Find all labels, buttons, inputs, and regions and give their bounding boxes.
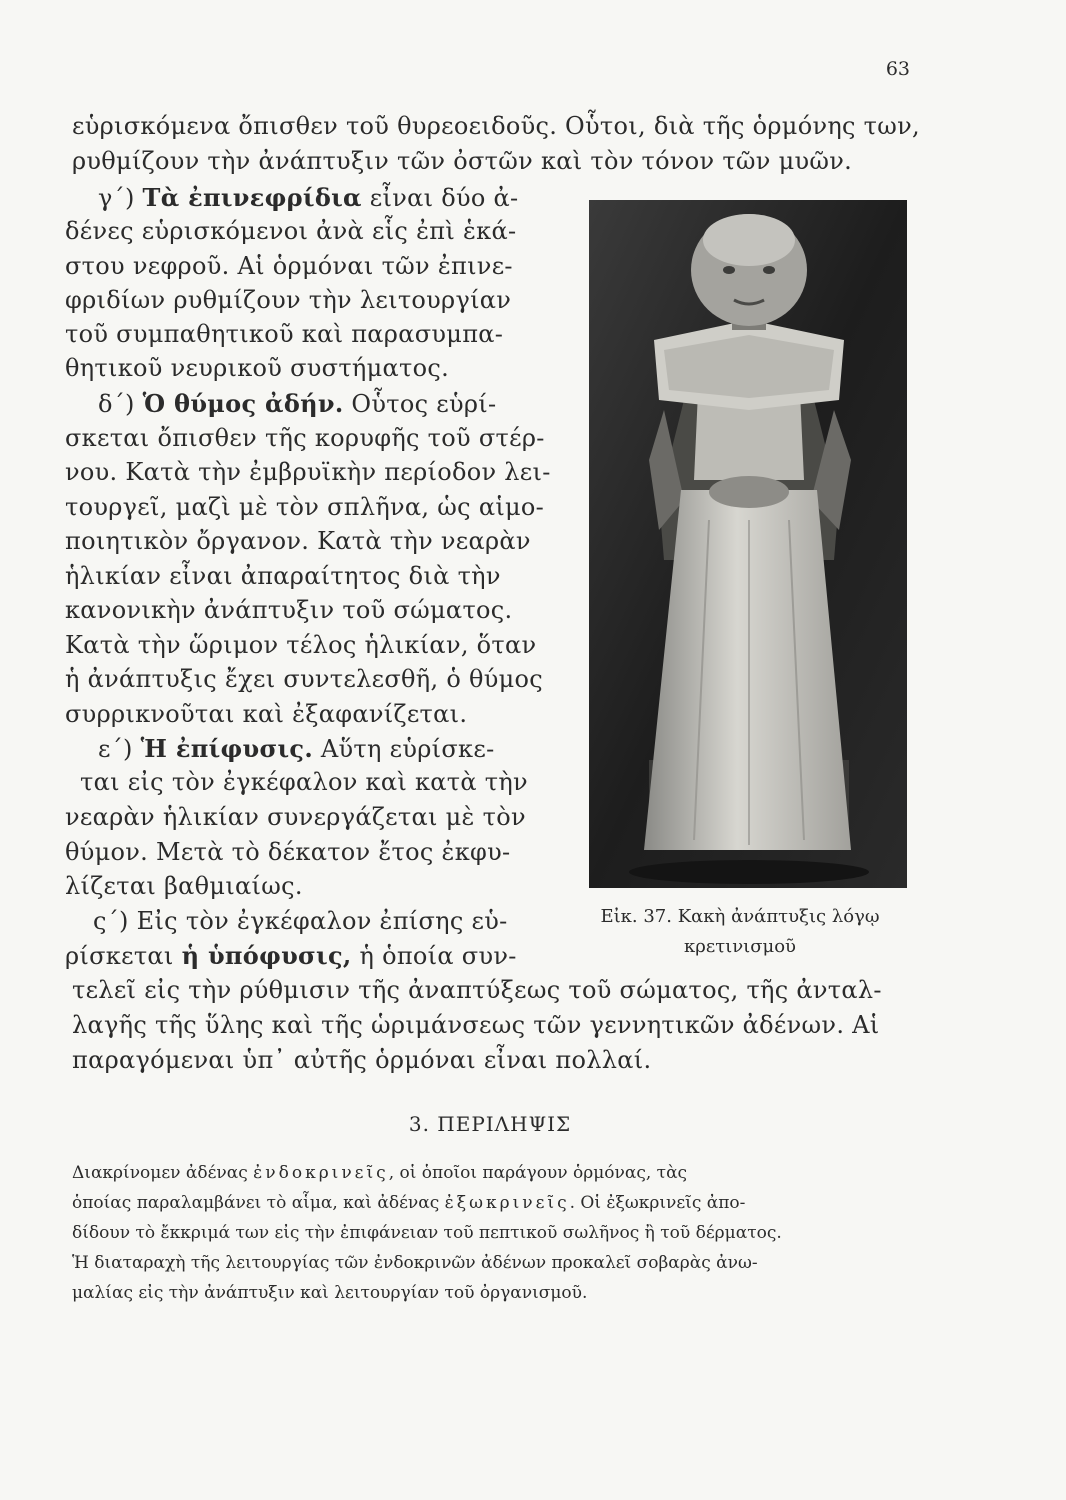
- text-line: δένες εὑρισκόμενοι ἀνὰ εἷς ἐπὶ ἑκά-: [65, 217, 517, 245]
- text-line: θύμον. Μετὰ τὸ δέκατον ἔτος ἐκφυ-: [65, 838, 511, 866]
- paragraph-delta: [98, 389, 496, 418]
- paragraph-stigma: [65, 941, 517, 970]
- summary-line: [72, 1193, 912, 1213]
- text-line: τελεῖ εἰς τὴν ρύθμισιν τῆς ἀναπτύξεως τοῦ σώματος, τῆς ἀνταλ-: [72, 976, 882, 1004]
- caption-line: Εἰκ. 37. Κακὴ ἀνάπτυξις λόγῳ: [600, 906, 880, 927]
- heading-thymus: Ὁ θύμος ἀδήν.: [142, 389, 344, 418]
- text-line: ρυθμίζουν τὴν ἀνάπτυξιν τῶν ὀστῶν καὶ τὸν τόνον τῶν μυῶν.: [72, 147, 853, 175]
- text-line: ἡλικίαν εἶναι ἀπαραίτητος διὰ τὴν: [65, 562, 501, 590]
- text-line: σκεται ὄπισθεν τῆς κορυφῆς τοῦ στέρ-: [65, 424, 545, 452]
- figure-photo: [589, 200, 907, 888]
- text-fragment: εἶναι δύο ἀ-: [361, 184, 519, 212]
- text-line: λίζεται βαθμιαίως.: [65, 872, 303, 900]
- heading-hypophysis: ἡ ὑπόφυσις,: [181, 941, 352, 970]
- text-line: Κατὰ τὴν ὥριμον τέλος ἡλικίαν, ὅταν: [65, 631, 537, 659]
- text-line: νεαρὰν ἡλικίαν συνεργάζεται μὲ τὸν: [65, 803, 526, 831]
- text-line: εὑρισκόμενα ὄπισθεν τοῦ θυρεοειδοῦς. Οὗτοι, διὰ τῆς ὁρμόνης των,: [72, 112, 920, 140]
- text-fragment: Αὕτη εὑρίσκε-: [312, 735, 495, 763]
- text-fragment: , οἱ ὁποῖοι παράγουν ὁρμόνας, τὰς: [388, 1163, 688, 1183]
- heading-epinephridia: Τὰ ἐπινεφρίδια: [142, 183, 362, 212]
- text-line: κανονικὴν ἀνάπτυξιν τοῦ σώματος.: [65, 596, 513, 624]
- text-fragment: Διακρίνομεν ἀδένας: [72, 1163, 254, 1183]
- summary-line: δίδουν τὸ ἔκκριμά των εἰς τὴν ἐπιφάνειαν τοῦ πεπτικοῦ σωλῆνος ἢ τοῦ δέρματος.: [72, 1223, 782, 1243]
- summary-line: μαλίας εἰς τὴν ἀνάπτυξιν καὶ λειτουργίαν τοῦ ὀργανισμοῦ.: [72, 1283, 588, 1303]
- text-fragment: ρίσκεται: [65, 942, 182, 970]
- text-line: ποιητικὸν ὄργανον. Κατὰ τὴν νεαρὰν: [65, 527, 531, 555]
- text-line: θητικοῦ νευρικοῦ συστήματος.: [65, 354, 449, 382]
- text-fragment: δ΄): [98, 390, 143, 418]
- summary-line: Ἡ διαταραχὴ τῆς λειτουργίας τῶν ἐνδοκρινῶν ἀδένων προκαλεῖ σοβαρὰς ἀνω-: [72, 1253, 758, 1273]
- summary-line: [72, 1163, 912, 1183]
- paragraph-gamma: [98, 183, 518, 212]
- heading-epiphysis: Ἡ ἐπίφυσις.: [140, 734, 313, 763]
- text-fragment: Οὗτος εὑρί-: [343, 390, 497, 418]
- figure-illustration: [589, 200, 907, 888]
- text-fragment: ἡ ὁποία συν-: [351, 942, 517, 970]
- text-line: τοῦ συμπαθητικοῦ καὶ παρασυμπα-: [65, 320, 504, 348]
- term-endocrine: ἐνδοκρινεῖς: [253, 1163, 389, 1183]
- term-exocrine: ἐξωκρινεῖς: [444, 1193, 570, 1213]
- text-line: λαγῆς τῆς ὕλης καὶ τῆς ὡριμάνσεως τῶν γεννητικῶν ἀδένων. Αἱ: [72, 1011, 880, 1039]
- figure-caption: [560, 902, 920, 962]
- section-title: 3. ΠΕΡΙΛΗΨΙΣ: [408, 1112, 572, 1136]
- text-fragment: . Οἱ ἐξωκρινεῖς ἀπο-: [569, 1193, 746, 1213]
- text-line: συρρικνοῦται καὶ ἐξαφανίζεται.: [65, 700, 468, 728]
- text-fragment: ὁποίας παραλαμβάνει τὸ αἷμα, καὶ ἀδένας: [72, 1193, 445, 1213]
- paragraph-epsilon: [98, 734, 495, 763]
- text-line: παραγόμεναι ὑπ᾽ αὐτῆς ὁρμόναι εἶναι πολλαί.: [72, 1046, 652, 1074]
- text-fragment: ε΄): [98, 735, 141, 763]
- text-line: νου. Κατὰ τὴν ἐμβρυϊκὴν περίοδον λει-: [65, 458, 551, 486]
- text-line: τουργεῖ, μαζὶ μὲ τὸν σπλῆνα, ὡς αἱμο-: [65, 493, 545, 521]
- text-line: στου νεφροῦ. Αἱ ὁρμόναι τῶν ἐπινε-: [65, 252, 513, 280]
- text-line: ἡ ἀνάπτυξις ἔχει συντελεσθῆ, ὁ θύμος: [65, 665, 544, 693]
- text-fragment: γ΄): [98, 184, 143, 212]
- text-line: φριδίων ρυθμίζουν τὴν λειτουργίαν: [65, 286, 512, 314]
- text-line: ται εἰς τὸν ἐγκέφαλον καὶ κατὰ τὴν: [80, 768, 528, 796]
- page-number: 63: [885, 58, 910, 80]
- text-line: ς΄) Εἰς τὸν ἐγκέφαλον ἐπίσης εὑ-: [93, 907, 508, 935]
- caption-line: κρετινισμοῦ: [684, 936, 796, 957]
